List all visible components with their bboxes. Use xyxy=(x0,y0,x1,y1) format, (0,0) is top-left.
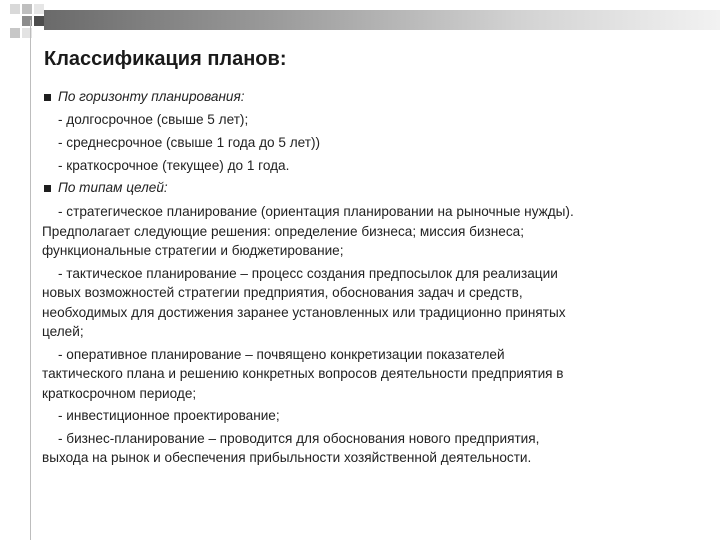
section-heading xyxy=(42,86,682,108)
slide-title: Классификация планов: xyxy=(44,48,287,70)
paragraph-business-planning xyxy=(42,429,682,468)
paragraph-line: необходимых для достижения заранее установленных или традиционно принятых xyxy=(42,304,566,320)
slide-body xyxy=(42,86,682,468)
square-bullet-icon xyxy=(44,94,51,101)
decor-square xyxy=(10,4,20,14)
decor-square xyxy=(10,28,20,38)
paragraph-line: краткосрочном периоде; xyxy=(42,385,197,401)
paragraph-line: функциональные стратегии и бюджетирование; xyxy=(42,243,344,258)
list-item: - долгосрочное (свыше 5 лет); xyxy=(58,112,249,127)
decor-square xyxy=(34,16,44,26)
paragraph-line: целей; xyxy=(42,324,84,339)
paragraph-line: выхода на рынок и обеспечения прибыльности хозяйственной деятельности. xyxy=(42,450,532,465)
paragraph-line: - бизнес-планирование – проводится для обоснования нового предприятия, xyxy=(58,430,540,446)
square-bullet-icon xyxy=(44,185,51,192)
paragraph-operational xyxy=(42,345,682,404)
paragraph-tactical xyxy=(42,264,682,342)
paragraph-line: - оперативное планирование – почвящено конкретизации показателей xyxy=(58,346,505,362)
decor-square xyxy=(34,4,44,14)
paragraph-line: новых возможностей стратегии предприятия, обоснования задач и средств, xyxy=(42,285,523,300)
paragraph-line: Предполагает следующие решения: определение бизнеса; миссия бизнеса; xyxy=(42,223,524,239)
paragraph-line: - стратегическое планирование (ориентация планировании на рыночные нужды). xyxy=(58,204,574,219)
list-item: - краткосрочное (текущее) до 1 года. xyxy=(58,158,290,173)
paragraph-line: - инвестиционное проектирование; xyxy=(58,408,280,423)
section-heading-text: По горизонту планирования: xyxy=(58,89,245,104)
paragraph-line: - тактическое планирование – процесс создания предпосылок для реализации xyxy=(58,265,558,281)
list-item: - среднесрочное (свыше 1 года до 5 лет)) xyxy=(58,135,321,150)
paragraph-line: тактического плана и решению конкретных вопросов деятельности предприятия в xyxy=(42,366,564,381)
header-gradient-bar xyxy=(44,10,720,30)
left-guide-line xyxy=(30,20,31,540)
section-heading-text: По типам целей: xyxy=(58,180,168,195)
decor-square xyxy=(22,4,32,14)
paragraph-strategic xyxy=(42,202,682,261)
paragraph-investment xyxy=(42,406,682,426)
section-heading xyxy=(42,177,682,199)
